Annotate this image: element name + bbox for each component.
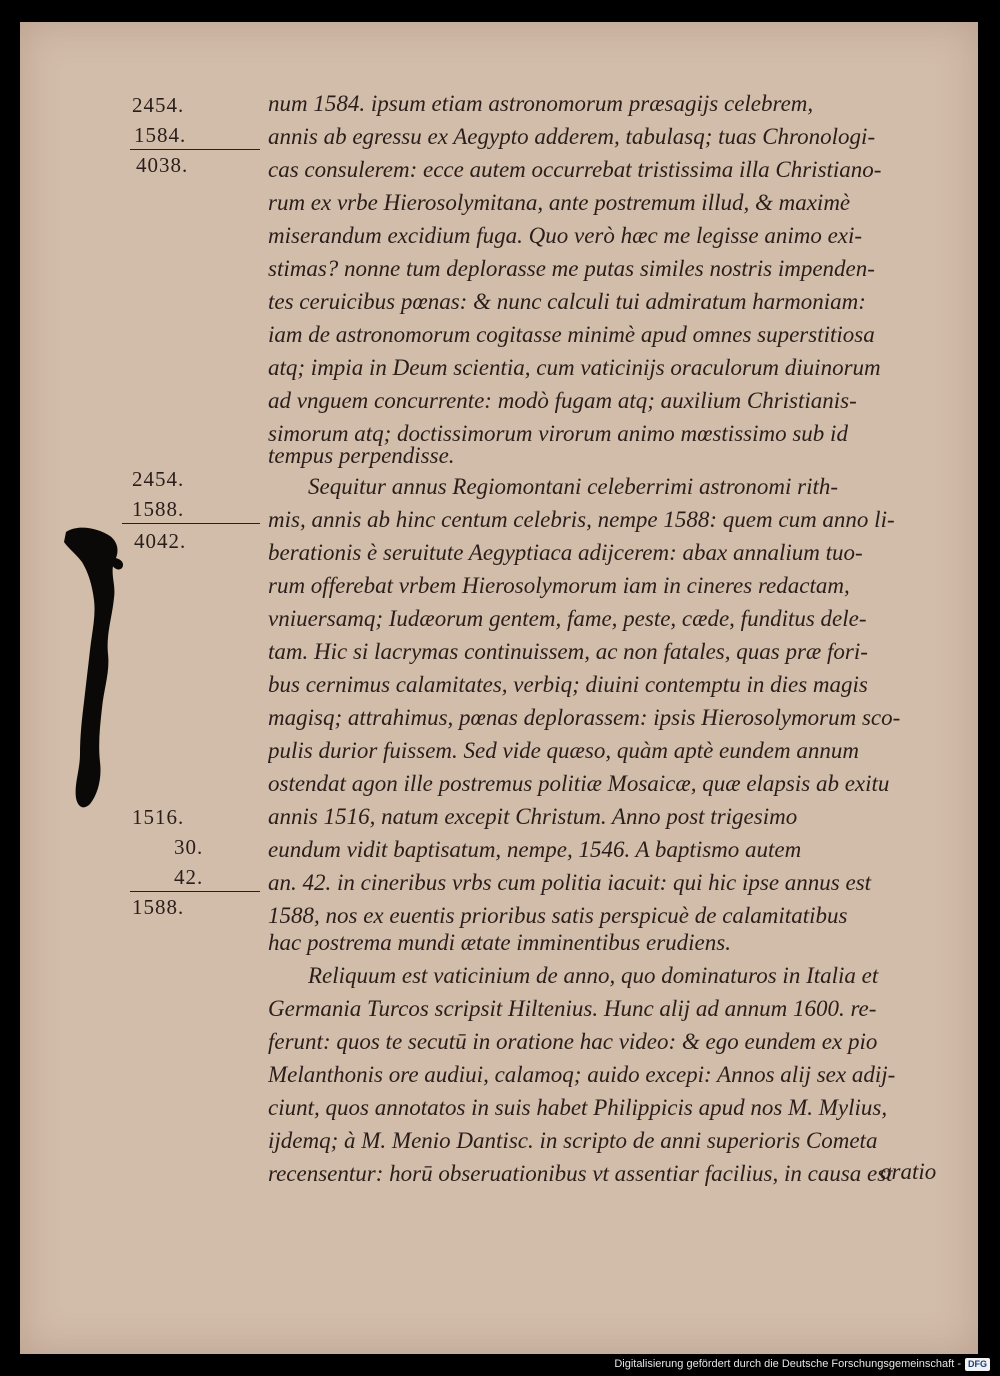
book-page [20,22,978,1354]
text-line: magisq; attrahimus, pœnas deplorassem: ipsis Hierosolymorum sco- [268,705,901,730]
text-line: num 1584. ipsum etiam astronomorum præsagijs celebrem, [268,91,814,116]
text-line: Reliquum est vaticinium de anno, quo dominaturos in Italia et [308,963,879,988]
text-line: 1588, nos ex euentis prioribus satis perspicuè de calamitatibus [268,903,848,928]
funding-credit [614,1356,990,1372]
text-line: ferunt: quos te secutū in oratione hac video: & ego eundem ex pio [268,1029,878,1054]
text-line: annis 1516, natum excepit Christum. Anno post trigesimo [268,804,798,829]
text-line: tempus perpendisse. [268,443,455,468]
margin-number: 2454. [132,467,185,491]
text-line: pulis durior fuissem. Sed vide quæso, quàm aptè eundem annum [268,738,859,763]
text-line: rum ex vrbe Hierosolymitana, ante postremum illud, & maximè [268,190,851,215]
margin-calc-3 [130,802,260,932]
text-line: hac postrema mundi ætate imminentibus erudiens. [268,930,731,955]
text-line: cas consulerem: ecce autem occurrebat tristissima illa Christiano- [268,157,882,182]
margin-calc-2 [130,464,260,564]
dfg-logo: DFG [965,1358,990,1371]
text-line: stimas? nonne tum deplorasse me putas similes nostris impenden- [268,256,875,281]
text-line: iam de astronomorum cogitasse minimè apud omnes superstitiosa [268,322,875,347]
text-line: tam. Hic si lacrymas continuissem, ac non fatales, quas præ fori- [268,639,868,664]
margin-number: 1516. [132,805,185,829]
margin-number: 2454. [132,93,185,117]
text-line: recensentur: horū obseruationibus vt assentiar facilius, in causa est [268,1161,893,1186]
text-line: annis ab egressu ex Aegypto adderem, tabulasq; tuas Chronologi- [268,124,876,149]
margin-sum-rule [122,523,260,524]
text-line: simorum atq; doctissimorum virorum animo mœstissimo sub id [268,421,848,446]
text-line: miserandum excidium fuga. Quo verò hæc me legisse animo exi- [268,223,863,248]
margin-number: 4042. [134,529,187,553]
text-line: an. 42. in cineribus vrbs cum politia iacuit: qui hic ipse annus est [268,870,872,895]
margin-calc-1 [130,90,260,190]
text-line: bus cernimus calamitates, verbiq; diuini contemptu in dies magis [268,672,868,697]
text-line: tes ceruicibus pœnas: & nunc calculi tui admiratum harmoniam: [268,289,866,314]
text-line: atq; impia in Deum scientia, cum vaticinijs oraculorum diuinorum [268,355,881,380]
margin-number: 1588. [132,497,185,521]
margin-number: 1588. [132,895,185,919]
text-line: Germania Turcos scripsit Hiltenius. Hunc alij ad annum 1600. re- [268,996,877,1021]
text-line: ijdemq; à M. Menio Dantisc. in scripto de anni superioris Cometa [268,1128,878,1153]
margin-number: 4038. [136,153,189,177]
text-line: Sequitur annus Regiomontani celeberrimi astronomi rith- [308,474,839,499]
catchword: oratio [880,1159,937,1184]
text-line: eundum vidit baptisatum, nempe, 1546. A baptismo autem [268,837,802,862]
margin-number: 42. [174,865,204,889]
margin-number: 1584. [134,123,187,147]
text-line: ad vnguem concurrente: modò fugam atq; auxilium Christianis- [268,388,857,413]
text-line: ciunt, quos annotatos in suis habet Philippicis apud nos M. Mylius, [268,1095,888,1120]
text-line: vniuersamq; Iudæorum gentem, fame, peste, cæde, funditus dele- [268,606,867,631]
text-line: mis, annis ab hinc centum celebris, nempe 1588: quem cum anno li- [268,507,895,532]
text-line: berationis è seruitute Aegyptiaca adijcerem: abax annalium tuo- [268,540,863,565]
ink-stain [58,522,138,812]
text-line: rum offerebat vrbem Hierosolymorum iam in cineres redactam, [268,573,850,598]
text-line: Melanthonis ore audiui, calamoq; auido excepi: Annos alij sex adij- [268,1062,896,1087]
funding-credit-text: Digitalisierung gefördert durch die Deutsche Forschungsgemeinschaft - [614,1358,961,1370]
text-line: ostendat agon ille postremus politiæ Mosaicæ, quæ elapsis ab exitu [268,771,890,796]
margin-number: 30. [174,835,204,859]
